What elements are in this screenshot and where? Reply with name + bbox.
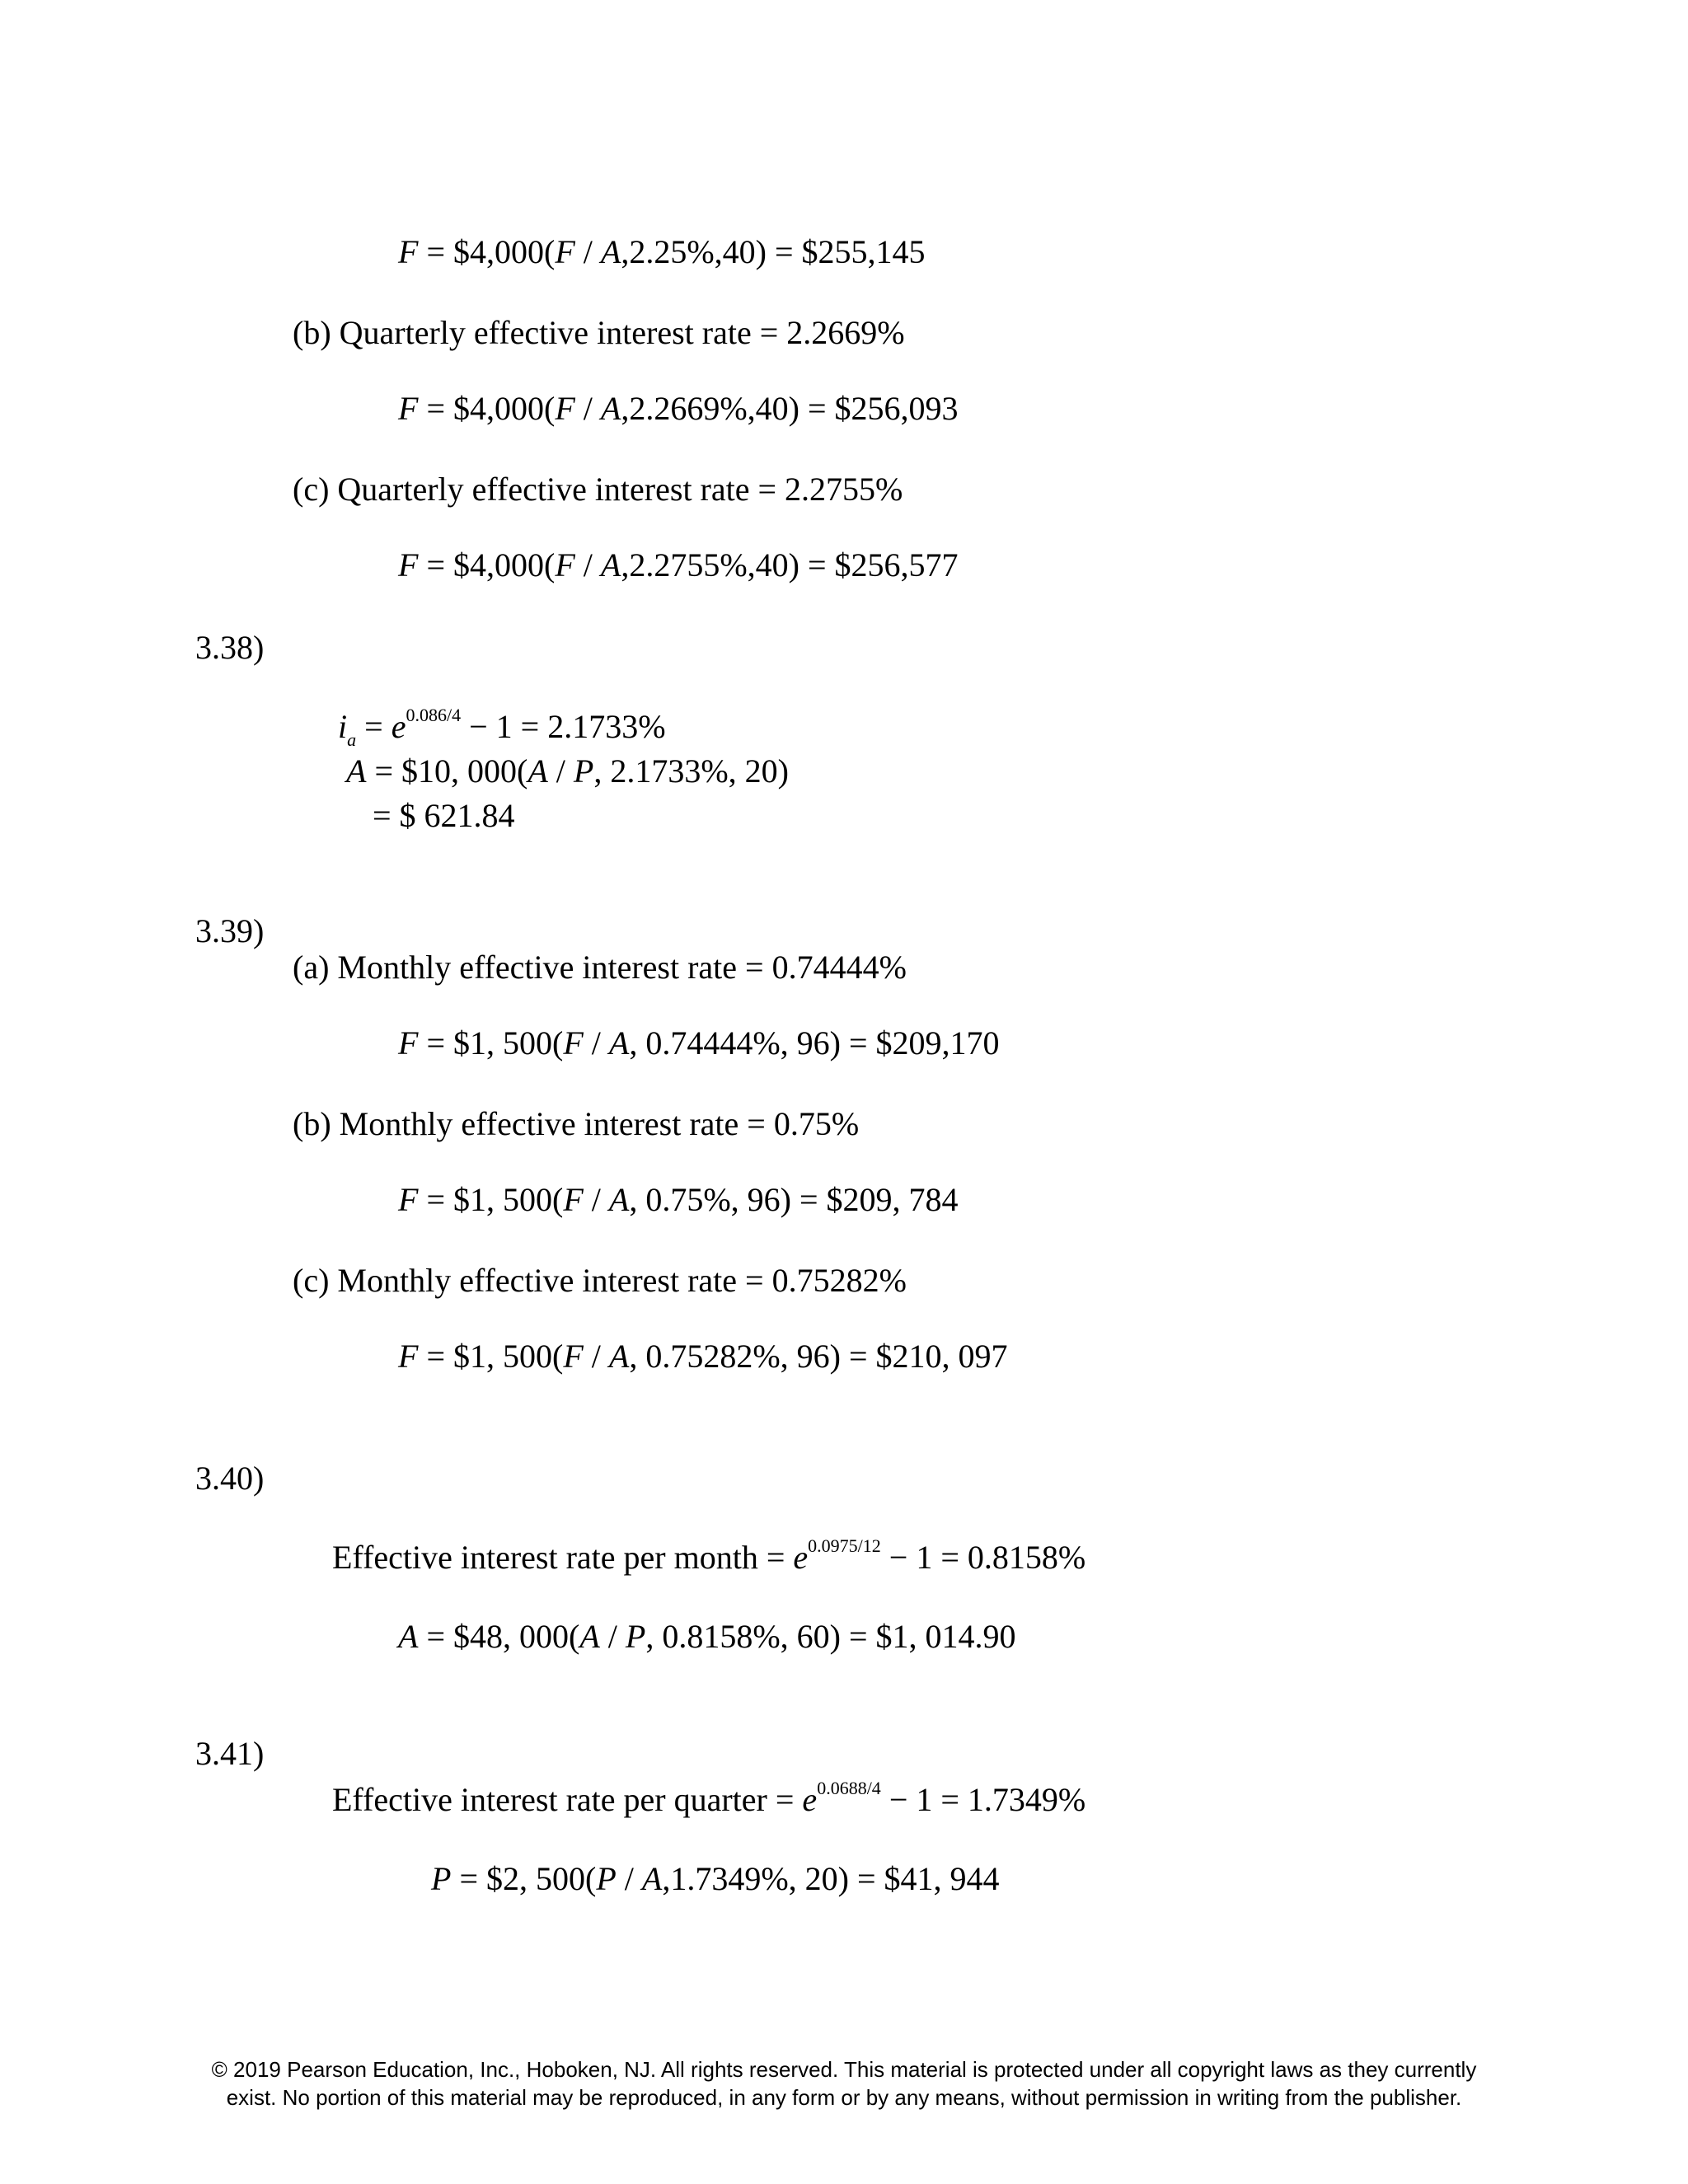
eq-text: / xyxy=(547,752,574,790)
eq-var: P xyxy=(431,1860,452,1897)
eq-text: = $4,000( xyxy=(418,233,556,270)
eq-var: P xyxy=(625,1618,646,1655)
equation-3-37-c xyxy=(398,546,959,585)
eq-var: F xyxy=(398,1181,419,1218)
eq-var: A xyxy=(600,390,621,427)
eq-text: = $2, 500( xyxy=(451,1860,597,1897)
eq-text: / xyxy=(583,1338,609,1375)
eq-text: , 0.74444%, 96) = $209,170 xyxy=(629,1024,1000,1062)
eq-var: F xyxy=(563,1181,584,1218)
eq-var: F xyxy=(555,546,575,583)
equation-3-37-a xyxy=(398,232,926,272)
eq-var: A xyxy=(608,1338,630,1375)
eq-var: i xyxy=(338,708,348,745)
eq-text: ,2.2755%,40) = $256,577 xyxy=(621,546,959,583)
eq-superscript: 0.0688/4 xyxy=(817,1778,881,1798)
eq-var: A xyxy=(346,752,367,790)
eq-text: − 1 = 2.1733% xyxy=(461,708,666,745)
eq-var: A xyxy=(600,546,621,583)
eq-text: ,2.2669%,40) = $256,093 xyxy=(621,390,959,427)
eq-var: F xyxy=(398,546,419,583)
equation-3-40 xyxy=(398,1617,1016,1657)
eq-text: / xyxy=(574,546,601,583)
eq-var: F xyxy=(555,390,575,427)
equation-3-39-c xyxy=(398,1337,1008,1376)
eq-text: Effective interest rate per quarter = xyxy=(332,1781,803,1818)
eq-text: = $1, 500( xyxy=(418,1338,564,1375)
eq-var: e xyxy=(802,1781,818,1818)
eq-var: F xyxy=(398,233,419,270)
eq-text: / xyxy=(583,1024,609,1062)
eq-text: / xyxy=(616,1860,642,1897)
eq-text: / xyxy=(574,390,601,427)
eq-subscript: a xyxy=(347,729,357,750)
eq-text: = $4,000( xyxy=(418,546,556,583)
equation-3-38-line3: = $ 621.84 xyxy=(373,797,515,834)
eq-text: Effective interest rate per month = xyxy=(332,1539,794,1576)
copyright-footer-line1: © 2019 Pearson Education, Inc., Hoboken, NJ. All rights reserved. This material is protected under all copyright laws as they currently xyxy=(211,2057,1477,2082)
eq-superscript: 0.086/4 xyxy=(406,705,462,725)
equation-3-38-line1 xyxy=(338,707,666,752)
text-3-37-c: (c) Quarterly effective interest rate = 2.2755% xyxy=(293,471,903,508)
eq-text: ,1.7349%, 20) = $41, 944 xyxy=(662,1860,1000,1897)
eq-var: F xyxy=(398,1338,419,1375)
eq-text: / xyxy=(599,1618,626,1655)
eq-var: e xyxy=(793,1539,809,1576)
text-3-39-b: (b) Monthly effective interest rate = 0.75% xyxy=(293,1105,860,1142)
eq-text: , 0.75%, 96) = $209, 784 xyxy=(629,1181,959,1218)
eq-var: A xyxy=(608,1024,630,1062)
eq-text: = $4,000( xyxy=(418,390,556,427)
eq-var: A xyxy=(579,1618,600,1655)
eq-var: P xyxy=(573,752,594,790)
equation-3-41 xyxy=(431,1859,1000,1899)
eq-superscript: 0.0975/12 xyxy=(808,1535,881,1556)
eq-text: = $1, 500( xyxy=(418,1024,564,1062)
eq-var: F xyxy=(555,233,575,270)
eq-var: A xyxy=(398,1618,419,1655)
text-3-39-c: (c) Monthly effective interest rate = 0.75282% xyxy=(293,1262,907,1299)
equation-3-39-a xyxy=(398,1024,1000,1063)
eq-var: A xyxy=(528,752,548,790)
problem-label-3-41: 3.41) xyxy=(195,1735,265,1772)
problem-label-3-39: 3.39) xyxy=(195,912,265,949)
eq-var: A xyxy=(608,1181,630,1218)
eq-var: e xyxy=(391,708,406,745)
eq-var: F xyxy=(398,390,419,427)
eq-text: = xyxy=(356,708,392,745)
eq-text: − 1 = 0.8158% xyxy=(880,1539,1086,1576)
eq-text: ,2.25%,40) = $255,145 xyxy=(621,233,926,270)
equation-3-37-b xyxy=(398,389,959,429)
eq-text: / xyxy=(574,233,601,270)
eq-var: P xyxy=(596,1860,617,1897)
eq-text: = $1, 500( xyxy=(418,1181,564,1218)
text-3-39-a: (a) Monthly effective interest rate = 0.74444% xyxy=(293,949,907,986)
text-3-40-rate xyxy=(332,1535,1086,1582)
eq-text: , 2.1733%, 20) xyxy=(593,752,789,790)
problem-label-3-38: 3.38) xyxy=(195,629,265,666)
text-3-37-b: (b) Quarterly effective interest rate = 2.2669% xyxy=(293,314,905,351)
copyright-footer-line2: exist. No portion of this material may be reproduced, in any form or by any means, without permission in writing from the publisher. xyxy=(226,2085,1462,2110)
eq-text: , 0.8158%, 60) = $1, 014.90 xyxy=(645,1618,1016,1655)
eq-text: = $48, 000( xyxy=(418,1618,580,1655)
eq-text: − 1 = 1.7349% xyxy=(880,1781,1086,1818)
eq-var: F xyxy=(563,1338,584,1375)
eq-var: F xyxy=(398,1024,419,1062)
eq-text: , 0.75282%, 96) = $210, 097 xyxy=(629,1338,1008,1375)
equation-3-38-line2 xyxy=(346,752,789,791)
problem-label-3-40: 3.40) xyxy=(195,1460,265,1497)
eq-text: / xyxy=(583,1181,609,1218)
eq-var: F xyxy=(563,1024,584,1062)
eq-var: A xyxy=(600,233,621,270)
equation-3-39-b xyxy=(398,1180,959,1220)
eq-text: = $10, 000( xyxy=(366,752,528,790)
text-3-41-rate xyxy=(332,1780,1085,1825)
eq-var: A xyxy=(641,1860,663,1897)
